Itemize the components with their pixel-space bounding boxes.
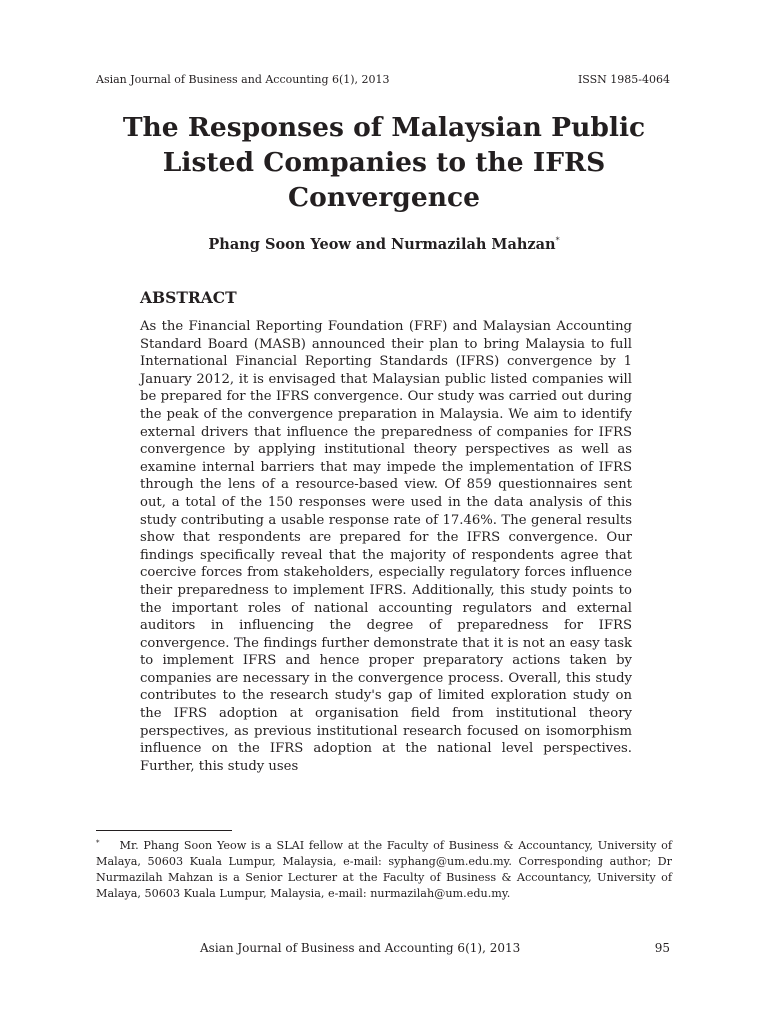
footnote-text: Mr. Phang Soon Yeow is a SLAI fellow at the Faculty of Business & Accountancy, University of Malaya, 50603 Kuala Lumpur, Malaysia, e-mail: syphang@um.edu.my. Corresponding author; Dr Nurmazilah Mahzan is a Senior Lecturer at the Faculty of Business & Accountancy, University of Malaya, 50603 Kuala Lumpur, Malaysia, e-mail: nurmazilah@um.edu.my. [96,839,672,900]
abstract-text: As the Financial Reporting Foundation (FRF) and Malaysian Accounting Standard Board (MASB) announced their plan to bring Malaysia to full International Financial Reporting Standards (IFRS) convergence by 1 January 2012, it is envisaged that Malaysian public listed companies will be prepared for the IFRS convergence. Our study was carried out during the peak of the convergence preparation in Malaysia. We aim to identify external drivers that influence the preparedness of companies for IFRS convergence by applying institutional theory perspectives as well as examine internal barriers that may impede the implementation of IFRS through the lens of a resource-based view. Of 859 questionnaires sent out, a total of the 150 responses were used in the data analysis of this study contributing a usable response rate of 17.46%. The general results show that respondents are prepared for the IFRS convergence. Our findings specifically reveal that the majority of respondents agree that coercive forces from stakeholders, especially regulatory forces influence their preparedness to implement IFRS. Additionally, this study points to the important roles of national accounting regulators and external auditors in influencing the degree of preparedness for IFRS convergence. The findings further demonstrate that it is not an easy task to implement IFRS and hence proper preparatory actions taken by companies are necessary in the convergence process. Overall, this study contributes to the research study's gap of limited exploration study on the IFRS adoption at organisation field from institutional theory perspectives, as previous institutional research focused on isomorphism influence on the IFRS adoption at the national level perspectives. Further, this study uses [140,319,632,774]
paper-title: The Responses of Malaysian Public Listed Companies to the IFRS Convergence [122,112,646,213]
page-number: 95 [654,941,670,955]
footnote-mark: * [96,839,100,847]
author-footnote-mark: * [555,236,560,246]
running-header-issn: ISSN 1985-4064 [577,73,670,86]
footer-journal: Asian Journal of Business and Accounting 6(1), 2013 [200,941,521,955]
abstract-heading: ABSTRACT [140,288,237,307]
footnote [96,835,672,902]
author-line [96,236,672,253]
running-header-journal: Asian Journal of Business and Accounting 6(1), 2013 [96,73,390,86]
footnote-rule [96,830,232,831]
authors: Phang Soon Yeow and Nurmazilah Mahzan [208,236,556,253]
